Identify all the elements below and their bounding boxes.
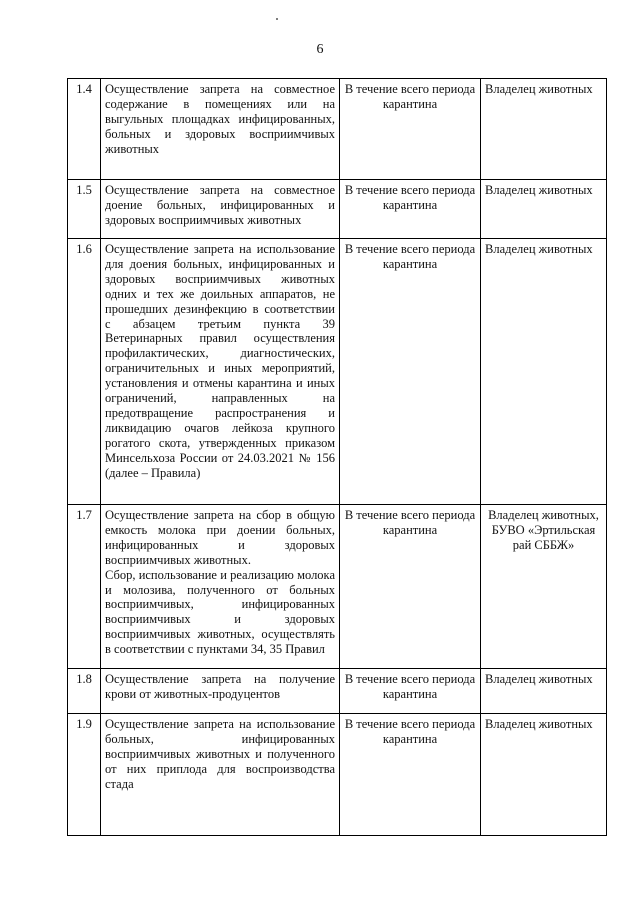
term-text: В течение всего периода карантина — [340, 669, 481, 714]
term-text: В течение всего периода карантина — [340, 714, 481, 836]
scan-speck — [276, 18, 278, 20]
measure-text-part: Осуществление запрета на сбор в общую емкость молока при доении больных, инфицированных и здоровых восприимчивых животных. — [105, 508, 335, 567]
term-text: В течение всего периода карантина — [340, 79, 481, 180]
responsible-text: Владелец животных — [481, 669, 607, 714]
responsible-text: Владелец животных — [481, 180, 607, 239]
term-text: В течение всего периода карантина — [340, 505, 481, 669]
measure-text: Осуществление запрета на получение крови от животных-продуцентов — [101, 669, 340, 714]
responsible-text: Владелец животных — [481, 239, 607, 505]
measure-text-part: Сбор, использование и реализацию молока и молозива, полученного от больных восприимчивых, инфицированных восприимчивых и здоровых восприимчивых животных, осуществлять в соответствии с пунктами 34, 35 Правил — [105, 567, 335, 657]
row-number: 1.6 — [68, 239, 101, 505]
term-text: В течение всего периода карантина — [340, 180, 481, 239]
measure-text: Осуществление запрета на использование для доения больных, инфицированных и здоровых восприимчивых животных одних и тех же доильных аппаратов, не прошедших дезинфекцию в соответствии с абзацем третьим пункта 39 Ветеринарных правил осуществления профилактических, диагностических, ограничительных и иных мероприятий, установления и отмены карантина и иных ограничений, направленных на предотвращение распространения и ликвидацию очагов лейкоза крупного рогатого скота, утвержденных приказом Минсельхоза России от 24.03.2021 № 156 (далее – Правила) — [101, 239, 340, 505]
term-text: В течение всего периода карантина — [340, 239, 481, 505]
page-number: 6 — [316, 42, 324, 57]
table-row — [68, 79, 607, 180]
row-number: 1.4 — [68, 79, 101, 180]
responsible-text: Владелец животных, БУВО «Эртильская рай СББЖ» — [481, 505, 607, 669]
measure-text: Осуществление запрета на совместное содержание в помещениях или на выгульных площадках инфицированных, больных и здоровых восприимчивых животных — [101, 79, 340, 180]
table-row — [68, 714, 607, 836]
measure-text: Осуществление запрета на использование больных, инфицированных восприимчивых животных и полученного от них приплода для воспроизводства стада — [101, 714, 340, 836]
row-number: 1.5 — [68, 180, 101, 239]
responsible-text: Владелец животных — [481, 79, 607, 180]
row-number: 1.8 — [68, 669, 101, 714]
table-row — [68, 669, 607, 714]
row-number: 1.9 — [68, 714, 101, 836]
table-row — [68, 239, 607, 505]
table-row — [68, 505, 607, 669]
measures-table — [67, 78, 607, 836]
row-number: 1.7 — [68, 505, 101, 669]
measure-text: Осуществление запрета на совместное доение больных, инфицированных и здоровых восприимчивых животных — [101, 180, 340, 239]
table-row — [68, 180, 607, 239]
responsible-text: Владелец животных — [481, 714, 607, 836]
measure-text — [101, 505, 340, 669]
